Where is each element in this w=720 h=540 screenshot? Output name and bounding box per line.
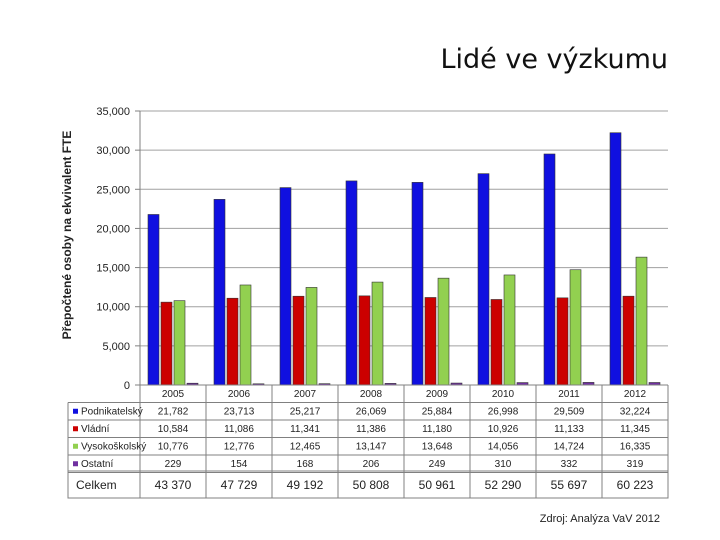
legend-label: Ostatní [81,459,114,470]
category-label: 2009 [425,389,449,400]
bar [280,188,291,385]
legend-label: Podnikatelský [81,406,143,418]
bar [636,257,647,385]
bar [478,174,489,385]
data-label: 12,465 [289,441,321,453]
bar [240,285,251,385]
totals-label: Celkem [76,478,117,492]
bar [293,296,304,385]
data-label: 11,386 [356,424,386,435]
bar [504,275,515,385]
data-label: 14,056 [487,441,519,453]
bar [610,133,621,385]
data-label: 13,147 [355,441,387,453]
bar [372,282,383,385]
data-label: 21,782 [157,406,189,418]
category-label: 2006 [227,389,251,400]
bar [491,299,502,385]
legend-swatch [73,461,78,466]
y-tick-label: 35,000 [96,106,130,118]
category-label: 2011 [558,389,580,400]
data-label: 25,217 [289,406,321,418]
category-label: 2008 [359,389,383,400]
y-tick-label: 0 [123,380,130,392]
data-label: 14,724 [553,441,585,453]
data-label: 16,335 [619,441,651,453]
bar [214,199,225,385]
bar [412,182,423,385]
y-tick-label: 15,000 [96,262,130,275]
category-label: 2007 [293,389,317,400]
data-label: 11,341 [290,424,320,435]
bar [544,154,555,385]
bar [557,298,568,385]
data-label: 332 [560,459,578,470]
bar [227,298,238,385]
bar [623,296,634,385]
legend-swatch [73,409,78,414]
data-label: 10,584 [157,424,189,435]
data-label: 319 [626,459,644,470]
data-label: 11,345 [620,424,650,435]
data-label: 13,648 [421,441,453,453]
y-tick-label: 10,000 [96,301,130,314]
data-label: 168 [296,459,314,470]
data-label: 11,133 [554,424,584,435]
data-label: 26,998 [487,406,519,418]
legend-label: Vysokoškolský [81,441,147,453]
data-label: 23,713 [223,406,255,418]
chart-title: Lidé ve výzkumu [440,44,668,75]
category-label: 2010 [491,389,515,400]
legend-swatch [73,426,78,431]
data-label: 11,180 [422,424,452,435]
category-label: 2012 [623,389,647,400]
data-label: 10,926 [487,424,519,435]
total-value: 50 961 [418,478,456,492]
total-value: 43 370 [154,478,192,492]
total-value: 49 192 [286,478,324,492]
bar [306,287,317,385]
y-axis-title: Přepočtené osoby na ekvivalent FTE [60,130,74,340]
data-label: 25,884 [421,406,453,418]
data-label: 32,224 [619,406,651,418]
data-label: 154 [230,459,248,470]
bar [148,214,159,385]
bar [570,270,581,385]
source-note: Zdroj: Analýza VaV 2012 [539,513,660,525]
total-value: 50 808 [352,478,390,492]
y-tick-label: 30,000 [96,145,130,158]
data-label: 26,069 [355,406,387,418]
bar [425,297,436,385]
data-label: 229 [164,459,182,470]
total-value: 47 729 [220,478,258,492]
bar [346,181,357,385]
bar [438,278,449,385]
total-value: 55 697 [550,478,588,492]
data-label: 310 [494,459,512,470]
y-tick-label: 5,000 [102,340,130,353]
bar [174,301,185,385]
total-value: 52 290 [484,478,522,492]
total-value: 60 223 [616,478,654,492]
bar [161,302,172,385]
data-label: 12,776 [223,441,255,453]
y-tick-label: 20,000 [96,223,130,236]
bar [359,296,370,385]
data-label: 11,086 [224,424,254,435]
data-label: 249 [428,459,446,470]
data-label: 10,776 [157,441,189,453]
data-label: 29,509 [553,406,585,418]
legend-label: Vládní [81,424,110,435]
legend-swatch [73,444,78,449]
y-tick-label: 25,000 [96,184,130,197]
data-label: 206 [362,459,380,470]
category-label: 2005 [161,389,185,400]
